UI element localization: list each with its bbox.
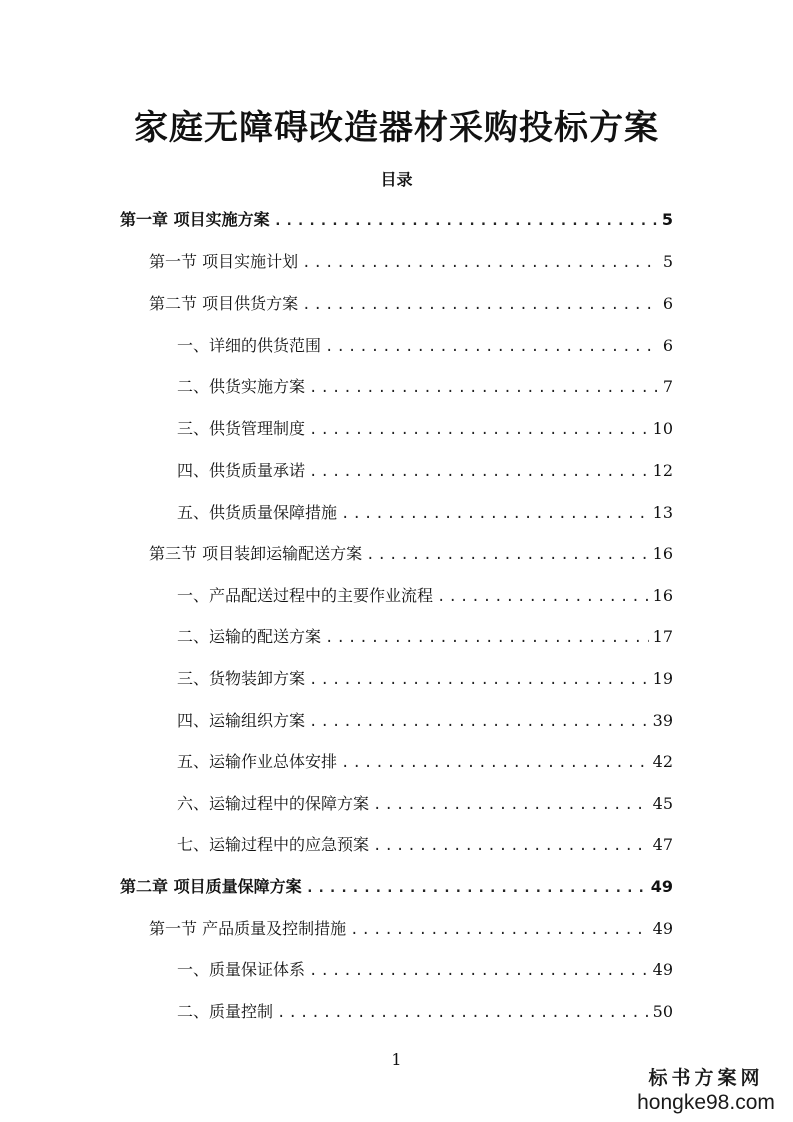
toc-entry-subsection[interactable] — [177, 458, 673, 484]
toc-dot-leader — [437, 584, 649, 610]
toc-entry-section[interactable] — [149, 291, 673, 317]
toc-dot-leader — [309, 667, 649, 693]
watermark-url: hongke98.com — [637, 1091, 775, 1114]
toc-entry-page: 47 — [652, 835, 673, 854]
toc-entry-subsection[interactable] — [177, 666, 673, 692]
toc-entry-page: 5 — [661, 210, 673, 229]
toc-entry-subsection[interactable] — [177, 583, 673, 609]
toc-entry-page: 7 — [662, 377, 673, 396]
toc-entry-page: 45 — [652, 794, 673, 813]
toc-entry-text: 三、货物装卸方案 — [177, 669, 306, 688]
toc-entry-text: 四、供货质量承诺 — [177, 461, 306, 480]
toc-entry-subsection[interactable] — [177, 333, 673, 359]
toc-entry-text: 一、质量保证体系 — [177, 960, 306, 979]
toc-entry-subsection[interactable] — [177, 832, 673, 858]
toc-entry-text: 第三节 项目装卸运输配送方案 — [149, 544, 363, 563]
toc-entry-text: 二、供货实施方案 — [177, 377, 306, 396]
page-number: 1 — [391, 1050, 402, 1069]
toc-entry-page: 12 — [652, 461, 673, 480]
toc-dot-leader — [277, 1000, 649, 1026]
toc-dot-leader — [309, 417, 649, 443]
toc-entry-text: 六、运输过程中的保障方案 — [177, 794, 370, 813]
toc-entry-page: 13 — [652, 503, 673, 522]
toc-entry-text: 第二节 项目供货方案 — [149, 294, 299, 313]
toc-entry-text: 第一节 产品质量及控制措施 — [149, 919, 347, 938]
toc-entry-page: 16 — [652, 544, 673, 563]
toc-entry-text: 四、运输组织方案 — [177, 711, 306, 730]
toc-entry-subsection[interactable] — [177, 500, 673, 526]
toc-entry-subsection[interactable] — [177, 374, 673, 400]
toc-entry-page: 42 — [652, 752, 673, 771]
toc-entry-page: 49 — [652, 919, 673, 938]
toc-entry-page: 10 — [652, 419, 673, 438]
toc-entry-text: 第一章 项目实施方案 — [120, 210, 270, 229]
toc-dot-leader — [373, 792, 649, 818]
toc-entry-chapter-1[interactable] — [120, 207, 673, 233]
toc-entry-chapter-2[interactable] — [120, 874, 673, 900]
toc-dot-leader — [341, 750, 649, 776]
toc-dot-leader — [306, 875, 647, 901]
toc-entry-text: 第一节 项目实施计划 — [149, 252, 299, 271]
toc-entry-section[interactable] — [149, 541, 673, 567]
toc-dot-leader — [341, 501, 649, 527]
toc-entry-subsection[interactable] — [177, 624, 673, 650]
toc-dot-leader — [274, 208, 658, 234]
toc-entry-subsection[interactable] — [177, 791, 673, 817]
toc-entry-page: 17 — [652, 627, 673, 646]
toc-entry-subsection[interactable] — [177, 999, 673, 1025]
toc-entry-page: 49 — [650, 877, 673, 896]
toc-entry-text: 二、运输的配送方案 — [177, 627, 322, 646]
toc-dot-leader — [309, 375, 659, 401]
toc-entry-section[interactable] — [149, 249, 673, 275]
toc-entry-text: 一、详细的供货范围 — [177, 336, 322, 355]
toc-entry-page: 50 — [652, 1002, 673, 1021]
watermark — [631, 1066, 781, 1116]
document-title: 家庭无障碍改造器材采购投标方案 — [134, 108, 659, 148]
toc-entry-text: 三、供货管理制度 — [177, 419, 306, 438]
toc-dot-leader — [302, 250, 659, 276]
toc-entry-text: 一、产品配送过程中的主要作业流程 — [177, 586, 434, 605]
toc-dot-leader — [350, 917, 649, 943]
toc-dot-leader — [366, 542, 649, 568]
toc-dot-leader — [373, 833, 649, 859]
toc-entry-section[interactable] — [149, 916, 673, 942]
toc-dot-leader — [309, 958, 649, 984]
toc-entry-page: 6 — [662, 336, 673, 355]
toc-entry-page: 16 — [652, 586, 673, 605]
toc-entry-text: 五、运输作业总体安排 — [177, 752, 338, 771]
toc-dot-leader — [325, 334, 659, 360]
toc-dot-leader — [309, 709, 649, 735]
toc-entry-page: 6 — [662, 294, 673, 313]
toc-entry-text: 七、运输过程中的应急预案 — [177, 835, 370, 854]
toc-entry-page: 19 — [652, 669, 673, 688]
toc-entry-text: 二、质量控制 — [177, 1002, 274, 1021]
toc-entry-text: 第二章 项目质量保障方案 — [120, 877, 302, 896]
toc-dot-leader — [302, 292, 659, 318]
toc-entry-page: 39 — [652, 711, 673, 730]
toc-entry-subsection[interactable] — [177, 957, 673, 983]
watermark-name: 标书方案网 — [648, 1067, 764, 1089]
toc-entry-text: 五、供货质量保障措施 — [177, 503, 338, 522]
toc-heading: 目录 — [380, 170, 413, 189]
toc-entry-subsection[interactable] — [177, 416, 673, 442]
toc-dot-leader — [325, 625, 649, 651]
toc-entry-subsection[interactable] — [177, 708, 673, 734]
toc-entry-page: 49 — [652, 960, 673, 979]
toc-entry-page: 5 — [662, 252, 673, 271]
toc-entry-subsection[interactable] — [177, 749, 673, 775]
toc-dot-leader — [309, 459, 649, 485]
